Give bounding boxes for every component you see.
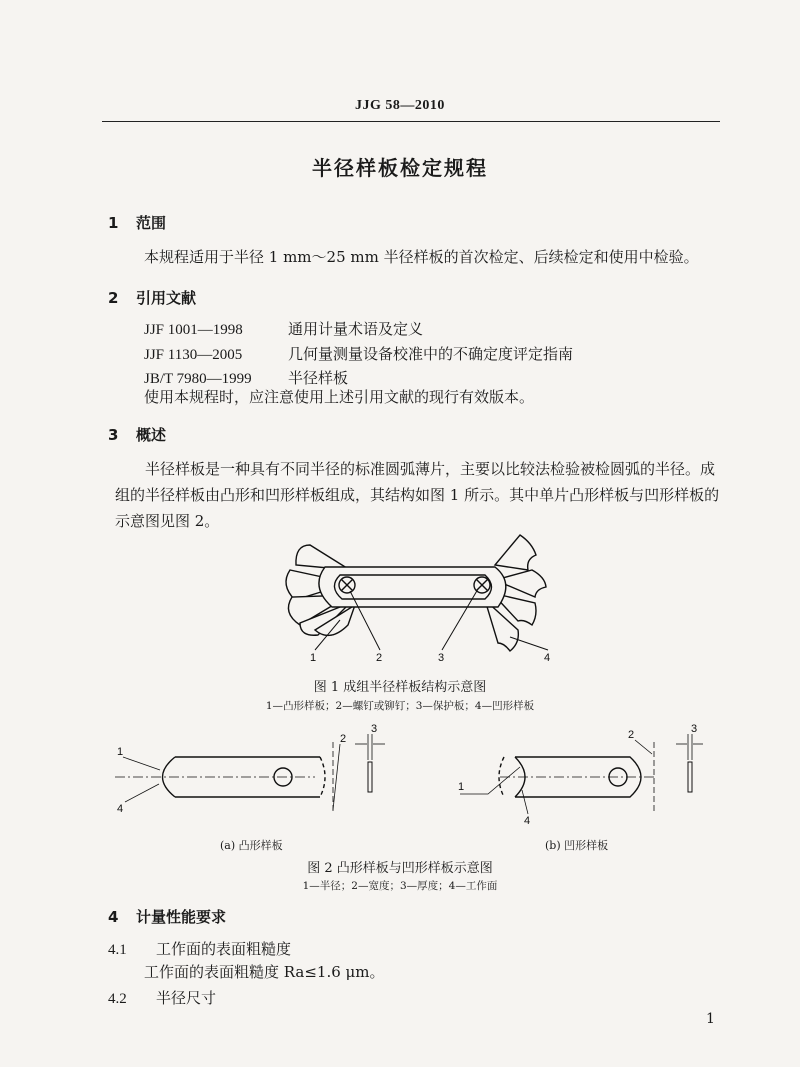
thickness-section (688, 762, 692, 792)
figure-1-legend: 1—凸形样板；2—螺钉或铆钉；3—保护板；4—凹形样板 (265, 700, 535, 712)
standard-number-header: JJG 58—2010 (355, 98, 445, 113)
section-title: 计量性能要求 (136, 908, 227, 926)
figure-2a-label: 1 (117, 746, 124, 758)
figure-2b-label: 4 (524, 815, 531, 827)
figure-1-label: 1 (310, 652, 317, 664)
figure-2b-drawing (440, 722, 705, 827)
section-title: 引用文献 (136, 289, 197, 307)
figure-2b-label: 2 (628, 729, 635, 741)
figure-2b-label: 1 (458, 781, 465, 793)
figure-2a-caption: (a) 凸形样板 (220, 839, 283, 852)
section-4-heading (108, 906, 226, 927)
subsection-4-1-text: 工作面的表面粗糙度 Ra≤1.6 μm。 (144, 963, 385, 981)
section-3-text: 半径样板是一种具有不同半径的标准圆弧薄片，主要以比较法检验被检圆弧的半径。成组的半径样板由凸形和凹形样板组成，其结构如图 1 所示。其中单片凸形样板与凹形样板的示意图见图 2。 (115, 460, 720, 530)
page-number: 1 (706, 1011, 715, 1027)
section-number: 1 (108, 214, 119, 232)
leader-line (460, 767, 520, 794)
reference-code: JB/T 7980—1999 (144, 371, 252, 387)
figure-1-label: 4 (544, 652, 551, 664)
figure-1-drawing (270, 525, 560, 665)
subsection-title: 半径尺寸 (156, 989, 217, 1007)
section-1-heading (108, 212, 166, 233)
leader-line (125, 784, 159, 802)
reference-name: 半径样板 (288, 369, 349, 387)
convex-gauge-shape (296, 545, 350, 570)
leader-line (522, 790, 528, 814)
width-dimension-line (333, 744, 340, 810)
figure-2b-label: 3 (691, 723, 698, 735)
figure-1-caption: 图 1 成组半径样板结构示意图 (313, 680, 487, 695)
subsection-number: 4.1 (108, 942, 127, 958)
reference-name: 通用计量术语及定义 (288, 320, 424, 338)
subsection-number: 4.2 (108, 991, 127, 1007)
reference-name: 几何量测量设备校准中的不确定度评定指南 (288, 345, 574, 363)
reference-code: JJF 1130—2005 (144, 347, 243, 363)
figure-2a-label: 3 (371, 723, 378, 735)
figure-2-legend: 1—半径；2—宽度；3—厚度；4—工作面 (302, 880, 498, 892)
figure-2a-label: 4 (117, 803, 124, 815)
thickness-section (368, 762, 372, 792)
figure-2b-caption: (b) 凹形样板 (545, 839, 609, 852)
figure-2a-label: 2 (340, 733, 347, 745)
section-number: 4 (108, 908, 119, 926)
section-3-heading (108, 424, 166, 445)
leader-line (635, 740, 652, 754)
figure-2-caption: 图 2 凸形样板与凹形样板示意图 (307, 861, 493, 876)
subsection-title: 工作面的表面粗糙度 (156, 940, 292, 958)
subsection-4-2-heading (108, 987, 216, 1008)
break-line (320, 757, 325, 797)
section-number: 3 (108, 426, 119, 444)
leader-line (123, 757, 160, 770)
reference-code: JJF 1001—1998 (144, 322, 243, 338)
section-2-note: 使用本规程时，应注意使用上述引用文献的现行有效版本。 (144, 388, 535, 406)
page-title: 半径样板检定规程 (312, 156, 488, 180)
section-2-heading (108, 287, 196, 308)
subsection-4-1-heading (108, 938, 291, 959)
section-number: 2 (108, 289, 119, 307)
figure-1-label: 2 (376, 652, 383, 664)
reference-item (144, 343, 573, 364)
section-1-text: 本规程适用于半径 1 mm～25 mm 半径样板的首次检定、后续检定和使用中检验。 (144, 248, 699, 266)
header-rule (102, 121, 720, 122)
concave-gauge-shape (495, 535, 536, 570)
figure-1-label: 3 (438, 652, 445, 664)
reference-item (144, 318, 423, 339)
figure-2a-drawing (115, 722, 400, 827)
section-title: 范围 (136, 214, 167, 232)
section-title: 概述 (136, 426, 167, 444)
